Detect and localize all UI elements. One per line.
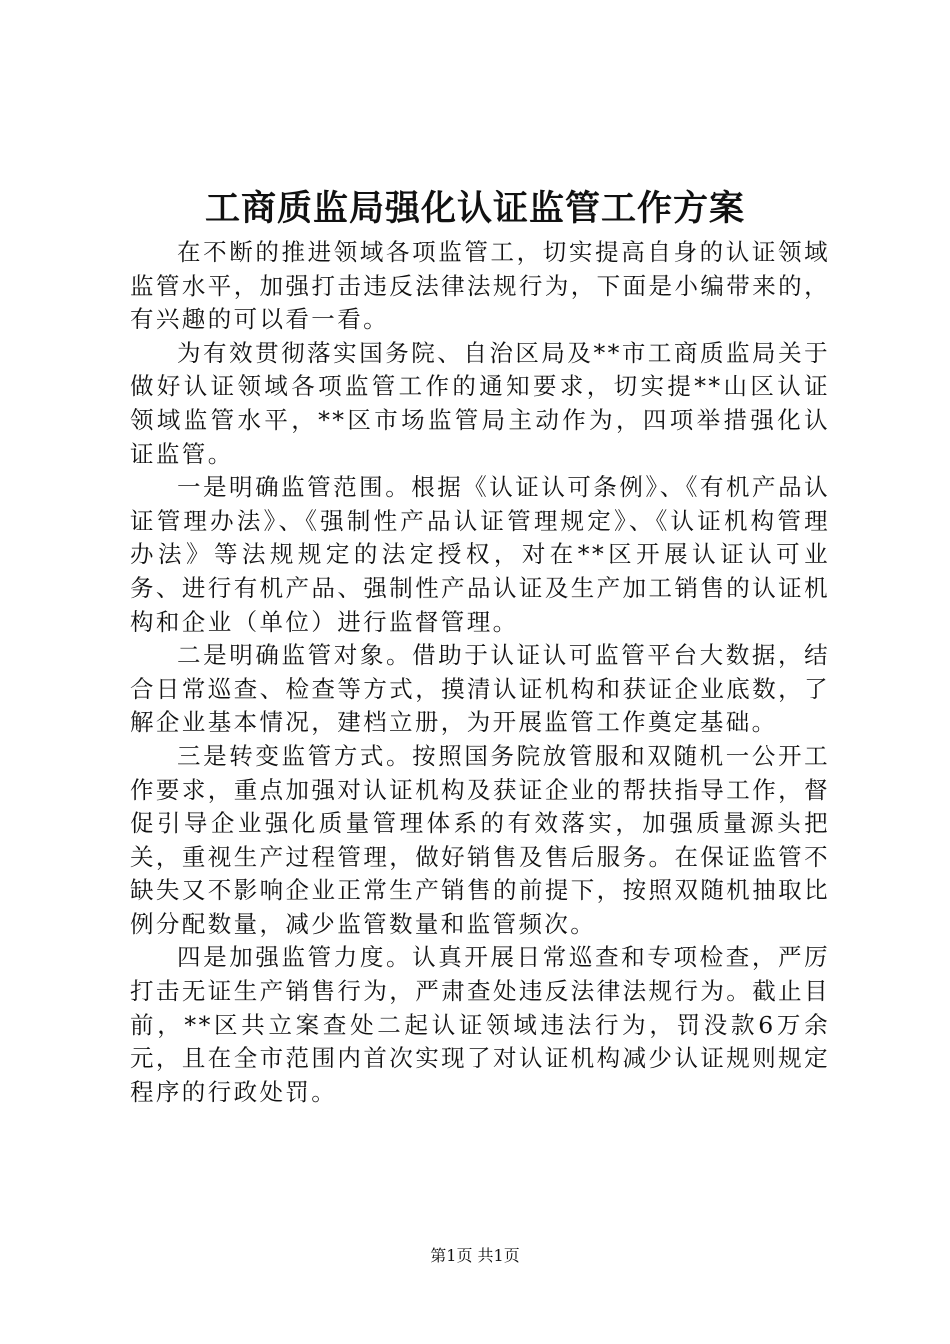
document-body — [130, 236, 830, 1109]
paragraph-measure-enforcement: 四是加强监管力度。认真开展日常巡查和专项检查，严厉打击无证生产销售行为，严肃查处违反法律法规行为。截止目前，**区共立案查处二起认证领域违法行为，罚没款6万余元，且在全市范围内首次实现了对认证机构减少认证规则规定程序的行政处罚。 — [130, 943, 830, 1106]
paragraph-background: 为有效贯彻落实国务院、自治区局及**市工商质监局关于做好认证领域各项监管工作的通知要求，切实提**山区认证领域监管水平，**区市场监管局主动作为，四项举措强化认证监管。 — [130, 338, 830, 468]
paragraph-intro: 在不断的推进领域各项监管工，切实提高自身的认证领域监管水平，加强打击违反法律法规行为，下面是小编带来的，有兴趣的可以看一看。 — [130, 238, 830, 334]
paragraph-measure-scope: 一是明确监管范围。根据《认证认可条例》、《有机产品认证管理办法》、《强制性产品认证管理规定》、《认证机构管理办法》等法规规定的法定授权，对在**区开展认证认可业务、进行有机产品、强制性产品认证及生产加工销售的认证机构和企业（单位）进行监督管理。 — [130, 473, 830, 636]
paragraph-measure-targets: 二是明确监管对象。借助于认证认可监管平台大数据，结合日常巡查、检查等方式，摸清认证机构和获证企业底数，了解企业基本情况，建档立册，为开展监管工作奠定基础。 — [130, 641, 830, 737]
page-number-footer: 第1页 共1页 — [430, 1246, 520, 1265]
paragraph-measure-methods: 三是转变监管方式。按照国务院放管服和双随机一公开工作要求，重点加强对认证机构及获证企业的帮扶指导工作，督促引导企业强化质量管理体系的有效落实，加强质量源头把关，重视生产过程管理，做好销售及售后服务。在保证监管不缺失又不影响企业正常生产销售的前提下，按照双随机抽取比例分配数量，减少监管数量和监管频次。 — [130, 741, 830, 938]
document-title: 工商质监局强化认证监管工作方案 — [204, 188, 745, 229]
